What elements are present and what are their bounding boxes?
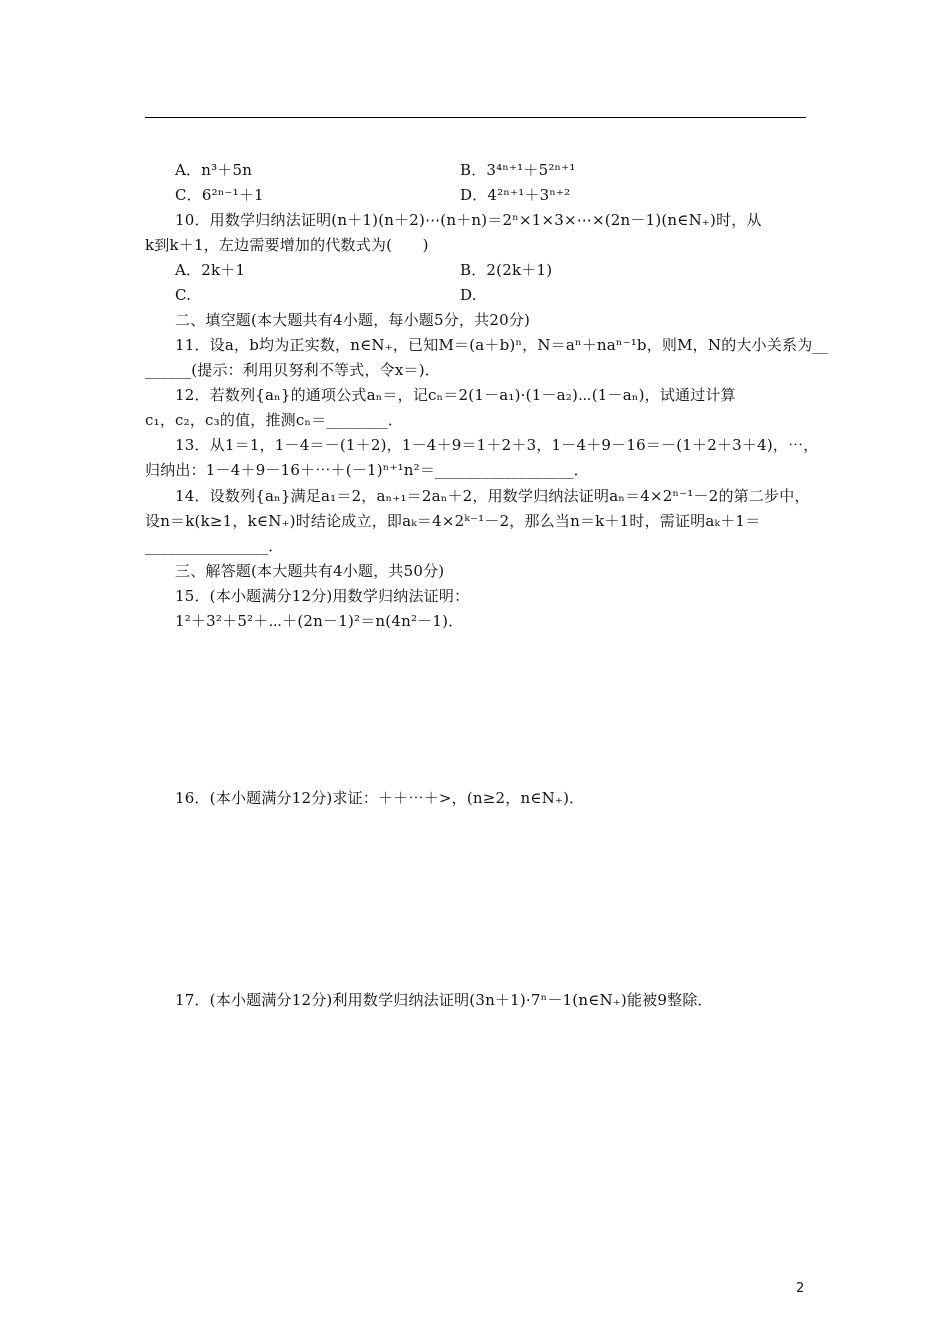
q9-option-b: B．3⁴ⁿ⁺¹＋5²ⁿ⁺¹ <box>460 161 576 179</box>
q17-text: 17．(本小题满分12分)利用数学归纳法证明(3n＋1)·7ⁿ－1(n∈N₊)能被9整除． <box>175 991 713 1009</box>
q10-option-c: C. <box>175 286 192 304</box>
q12-line-2: c₁，c₂，c₃的值，推测cₙ＝________． <box>145 411 404 429</box>
q9-option-a: A．n³＋5n <box>175 161 253 179</box>
q16-text: 16．(本小题满分12分)求证：＋＋⋯＋>，(n≥2，n∈N₊)． <box>175 789 585 807</box>
header-rule <box>145 117 806 118</box>
q12-line-1: 12．若数列{aₙ}的通项公式aₙ＝，记cₙ＝2(1－a₁)·(1－a₂)⋯(1－aₙ)，试通过计算 <box>175 386 736 404</box>
q15-line-1: 15．(本小题满分12分)用数学归纳法证明： <box>175 587 470 605</box>
q9-option-c: C．6²ⁿ⁻¹＋1 <box>175 186 264 204</box>
q14-line-2: 设n＝k(k≥1，k∈N₊)时结论成立，即aₖ＝4×2ᵏ⁻¹－2，那么当n＝k＋1时，需证明aₖ＋1＝ <box>145 512 761 530</box>
q14-line-1: 14．设数列{aₙ}满足a₁＝2，aₙ₊₁＝2aₙ＋2，用数学归纳法证明aₙ＝4×2ⁿ⁻¹－2的第二步中， <box>175 487 810 505</box>
q10-option-d: D. <box>460 286 477 304</box>
q10-option-a: A．2k＋1 <box>175 261 246 279</box>
section-3-title: 三、解答题(本大题共有4小题，共50分) <box>175 562 445 580</box>
q10-line-1: 10．用数学归纳法证明(n＋1)(n＋2)⋯(n＋n)＝2ⁿ×1×3×⋯×(2n－1)(n∈N₊)时，从 <box>175 211 762 229</box>
q10-option-b: B．2(2k＋1) <box>460 261 553 279</box>
q15-line-2: 1²＋3²＋5²＋⋯＋(2n－1)²＝n(4n²－1)． <box>175 612 464 630</box>
page-number: 2 <box>796 1281 805 1296</box>
q13-line-2: 归纳出：1－4＋9－16＋⋯＋(－1)ⁿ⁺¹n²＝__________________． <box>145 461 589 479</box>
q14-line-3: ________________． <box>145 537 284 555</box>
section-2-title: 二、填空题(本大题共有4小题，每小题5分，共20分) <box>175 311 531 329</box>
q13-line-1: 13．从1＝1，1－4＝－(1＋2)，1－4＋9＝1＋2＋3，1－4＋9－16＝－(1＋2＋3＋4)，⋯， <box>175 436 819 454</box>
q9-option-d: D．4²ⁿ⁺¹＋3ⁿ⁺² <box>460 186 571 204</box>
q11-line-2: ______(提示：利用贝努利不等式，令x＝)． <box>145 361 440 379</box>
q11-line-1: 11．设a，b均为正实数，n∈N₊，已知M＝(a＋b)ⁿ，N＝aⁿ＋naⁿ⁻¹b，则M，N的大小关系为__ <box>175 336 828 354</box>
q10-line-2: k到k＋1，左边需要增加的代数式为( ) <box>145 236 429 254</box>
